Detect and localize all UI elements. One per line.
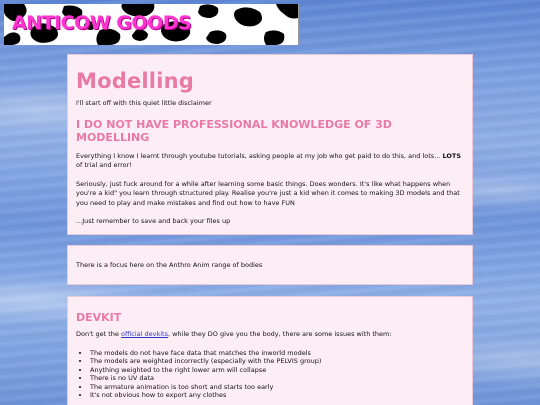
- devkit-intro: [76, 330, 464, 340]
- list-item: • Anything weighted to the right lower arm will collapse: [90, 366, 464, 375]
- list-item: • The armature animation is too short and starts too early: [90, 383, 464, 392]
- intro-paragraph-2: Seriously, just fuck around for a while after learning some basic things. Does wonders. It's like what happens when you're a kid" you learn through structured play. Realise you're just a kid when it comes to making 3D models and that you need to play and make mistakes and find out how to have FUN: [76, 179, 460, 207]
- devkit-title: DEVKIT: [76, 311, 122, 324]
- para1-end: of trial and error!: [76, 161, 132, 169]
- para1-bold: LOTS: [442, 151, 462, 160]
- intro-paragraph-1: [76, 152, 464, 171]
- devkit-intro-after: , while they DO give you the body, there are some issues with them:: [167, 330, 392, 338]
- devkit-intro-before: Don't get the: [76, 330, 121, 338]
- para1-text: Everything I know I learnt through youtube tutorials, asking people at my job who get paid to do this, and lots...: [76, 151, 443, 160]
- focus-text: There is a focus here on the Anthro Anim range of bodies: [76, 261, 263, 269]
- disclaimer-intro: I'll start off with this quiet little disclaimer: [76, 99, 212, 107]
- devkit-panel: [67, 296, 473, 405]
- list-item: • The models are weighted incorrectly (especially with the PELVIS group): [90, 357, 464, 366]
- list-item: • There is no UV data: [90, 374, 464, 383]
- intro-paragraph-3: ...Just remember to save and back your files up: [76, 217, 231, 225]
- site-banner[interactable]: [4, 4, 299, 45]
- official-devkits-link[interactable]: official devkits: [120, 330, 168, 338]
- disclaimer-heading: I DO NOT HAVE PROFESSIONAL KNOWLEDGE OF 3D MODELLING: [76, 117, 392, 144]
- page-title: Modelling: [76, 69, 194, 93]
- list-item: • The models do not have face data that matches the inworld models: [90, 349, 464, 358]
- devkit-issues-list: [76, 349, 464, 400]
- list-item: • It's not obvious how to export any clothes: [90, 391, 464, 400]
- intro-panel: [67, 54, 473, 235]
- site-logo-title[interactable]: ANTICOW GOODS: [12, 12, 192, 34]
- focus-panel: [67, 245, 473, 285]
